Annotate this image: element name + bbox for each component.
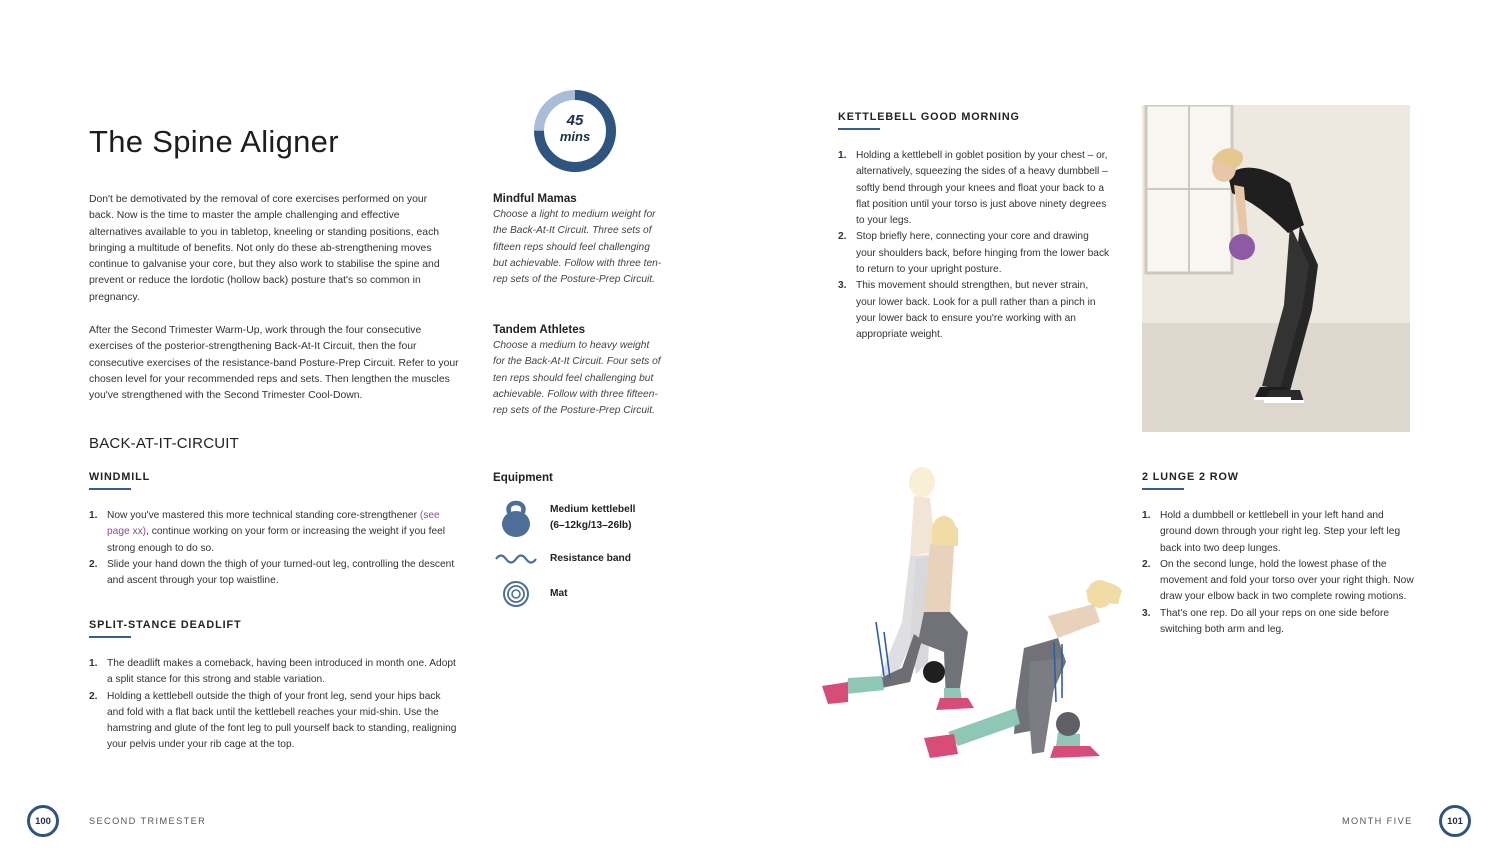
windmill-steps [89, 508, 459, 589]
kettlebell-step-3: 3. This movement should strengthen, but never strain, your lower back. Look for a pull rather than a pinch in your lower back to ensure you're working with an appropriate weight. [838, 280, 1096, 341]
kettlebell-step-2: 2. Stop briefly here, connecting your core and drawing your shoulders back, before hinging from the lower back to return to your upright posture. [838, 231, 1110, 276]
timer-value: 45 [566, 112, 584, 129]
windmill-section [89, 471, 459, 589]
page-number-left: 100 [27, 805, 59, 837]
mindful-mamas-title: Mindful Mamas [493, 192, 577, 205]
kettlebell-icon [493, 497, 539, 539]
windmill-step-1: 1. Now you've mastered this more technical standing core-strengthener (see page xx), continue working on your form or increasing the weight if you feel strong enough to do so. [89, 510, 446, 554]
equipment-item-kettlebell: Medium kettlebell (6–12kg/13–26lb) [493, 497, 635, 539]
windmill-step-2: 2. Slide your hand down the thigh of your turned-out leg, controlling the descent and ascent through your top waistline. [89, 558, 455, 587]
running-footer-right: MONTH FIVE [1342, 816, 1413, 826]
split-stance-section [89, 619, 459, 754]
windmill-heading: WINDMILL [89, 471, 459, 494]
mindful-mamas-block [493, 192, 663, 288]
circuit-heading: BACK-AT-IT-CIRCUIT [89, 435, 239, 452]
tandem-athletes-text: Choose a medium to heavy weight for the Back-At-It Circuit. Four sets of ten reps should feel challenging but achievable. Follow with three fifteen-rep sets of the Posture-Prep Circuit. [493, 340, 661, 417]
see-page-link[interactable]: (see page xx) [107, 510, 440, 538]
split-stance-heading: SPLIT-STANCE DEADLIFT [89, 619, 459, 642]
lunge-row-illustration [818, 462, 1130, 770]
page-number-right: 101 [1439, 805, 1471, 837]
mat-icon [493, 579, 539, 609]
tandem-athletes-block [493, 323, 663, 419]
lunge-steps [1142, 508, 1414, 638]
exercise-photo [1142, 105, 1410, 432]
split-stance-step-1: 1. The deadlift makes a comeback, having been introduced in month one. Adopt a split stance for this strong and stable variation. [89, 658, 456, 686]
equipment-title: Equipment [493, 471, 553, 484]
lunge-row-section [1142, 471, 1414, 638]
kettlebell-heading: KETTLEBELL GOOD MORNING [838, 111, 1110, 134]
equipment-item-resistance-band: Resistance band [493, 551, 631, 567]
kettlebell-steps [838, 148, 1110, 344]
running-footer-left: SECOND TRIMESTER [89, 816, 207, 826]
resistance-band-icon [493, 551, 539, 567]
intro-paragraph-2: After the Second Trimester Warm-Up, work through the four consecutive exercises of the posterior-strengthening Back-At-It Circuit, then the four consecutive exercises of the resistance-band Posture-Prep Circuit. Refer to your chosen level for your recommended reps and sets. Then lengthen the muscles you've strengthened with the Second Trimester Cool-Down. [89, 325, 459, 402]
kettlebell-good-morning-section [838, 111, 1110, 344]
split-stance-steps [89, 656, 459, 754]
tandem-athletes-title: Tandem Athletes [493, 323, 586, 336]
kettlebell-step-1: 1. Holding a kettlebell in goblet position by your chest – or, alternatively, squeezing the sides of a heavy dumbbell – softly bend through your knees and float your back to a flat position until your torso is just above ninety degrees to your legs. [838, 150, 1108, 227]
page-title: The Spine Aligner [89, 124, 339, 159]
equipment-item-mat: Mat [493, 579, 568, 609]
timer-unit: mins [559, 129, 591, 144]
lunge-heading: 2 LUNGE 2 ROW [1142, 471, 1414, 494]
split-stance-step-2: 2. Holding a kettlebell outside the thigh of your front leg, send your hips back and fold with a flat back until the kettlebell reaches your mid-shin. Use the hamstring and glute of the font leg to pull yourself back to standing, realigning your pelvis under your rib cage at the top. [89, 690, 457, 751]
kettlebell-good-morning-photo [1142, 105, 1410, 432]
lunge-step-3: 3. That's one rep. Do all your reps on one side before switching both arm and leg. [1142, 607, 1390, 636]
timer-ring [533, 89, 617, 173]
mindful-mamas-text: Choose a light to medium weight for the Back-At-It Circuit. Three sets of fifteen reps should feel challenging but achievable. Follow with three ten-rep sets of the Posture-Prep Circuit. [493, 209, 662, 286]
lunge-step-2: 2. On the second lunge, hold the lowest phase of the movement and fold your torso over your right thigh. Now draw your elbow back in two complete rowing motions. [1142, 558, 1414, 603]
lunge-step-1: 1. Hold a dumbbell or kettlebell in your left hand and ground down through your right leg. Step your left leg back into two deep lunges. [1142, 510, 1401, 554]
intro-paragraph-1: Don't be demotivated by the removal of core exercises performed on your back. Now is the time to master the ample challenging and effective alternatives available to you in tabletop, kneeling or standing positions, each bringing a multitude of benefits. Not only do these ab-strengthening moves continue to galvanise your core, but they also work to stabilise the spine and prevent or reduce the lordotic (hollow back) posture that's so common in pregnancy. [89, 194, 440, 303]
